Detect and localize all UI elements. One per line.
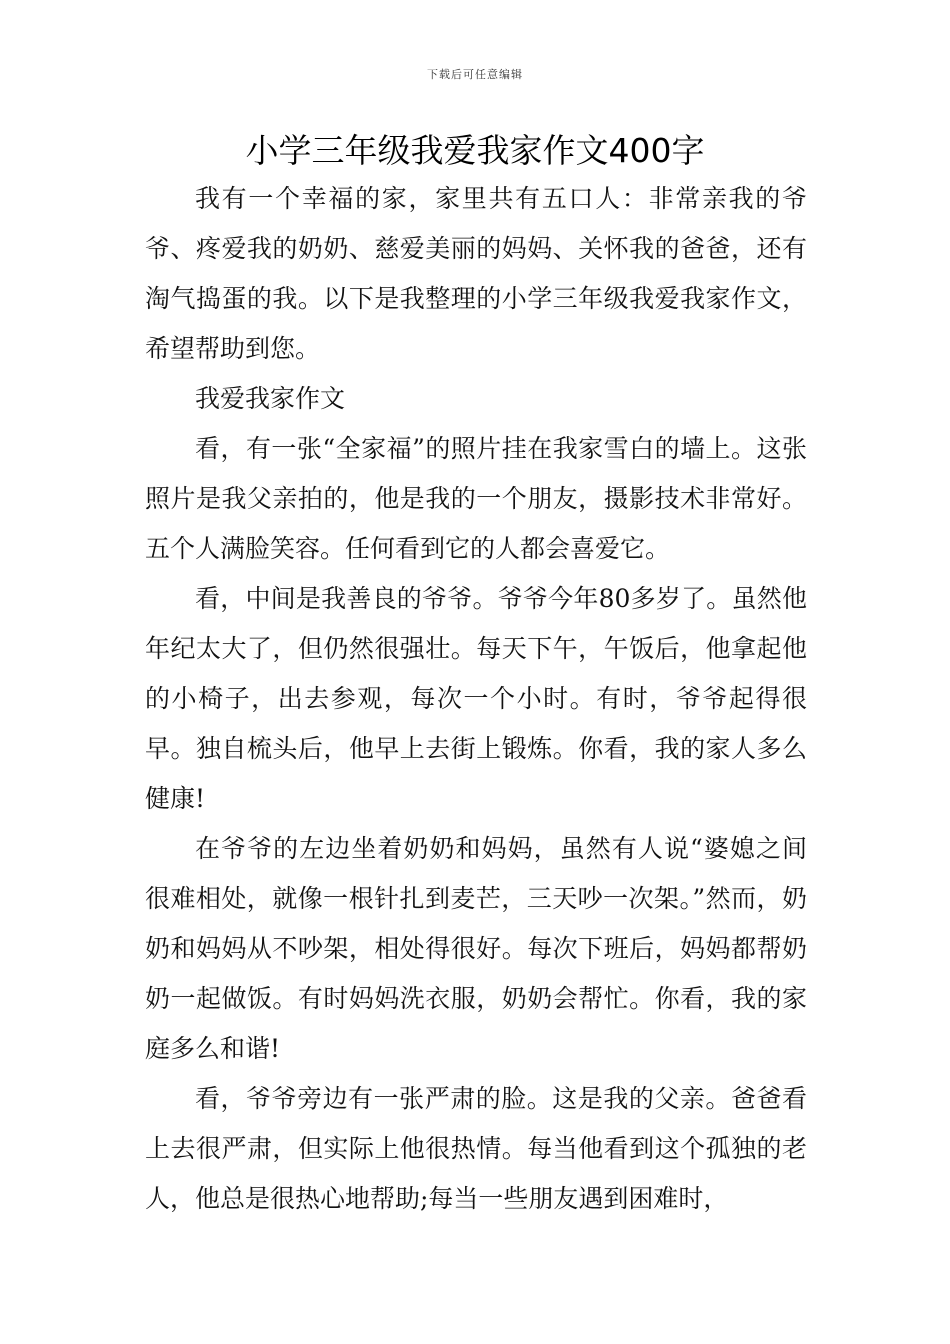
paragraph-family-photo: 看，有一张“全家福”的照片挂在我家雪白的墙上。这张照片是我父亲拍的，他是我的一个朋友，摄影技术非常好。五个人满脸笑容。任何看到它的人都会喜爱它。 [145,434,807,563]
essay-body [145,174,807,1224]
header-note: 下载后可任意编辑 [427,68,523,81]
paragraph-grandma-mom: 在爷爷的左边坐着奶奶和妈妈，虽然有人说“婆媳之间很难相处，就像一根针扎到麦芒，三天吵一次架。”然而，奶奶和妈妈从不吵架，相处得很好。每次下班后，妈妈都帮奶奶一起做饭。有时妈妈洗衣服，奶奶会帮忙。你看，我的家庭多么和谐! [145,834,807,1063]
paragraph-father: 看，爷爷旁边有一张严肃的脸。这是我的父亲。爸爸看上去很严肃，但实际上他很热情。每当他看到这个孤独的老人，他总是很热心地帮助;每当一些朋友遇到困难时， [145,1084,807,1213]
paragraph-subheading: 我爱我家作文 [195,384,346,413]
paragraph-intro: 我有一个幸福的家，家里共有五口人：非常亲我的爷爷、疼爱我的奶奶、慈爱美丽的妈妈、关怀我的爸爸，还有淘气捣蛋的我。以下是我整理的小学三年级我爱我家作文，希望帮助到您。 [145,184,807,363]
page-title: 小学三年级我爱我家作文400字 [245,131,705,170]
paragraph-grandpa: 看，中间是我善良的爷爷。爷爷今年80多岁了。虽然他年纪太大了，但仍然很强壮。每天下午，午饭后，他拿起他的小椅子，出去参观，每次一个小时。有时，爷爷起得很早。独自梳头后，他早上去街上锻炼。你看，我的家人多么健康! [145,584,807,813]
